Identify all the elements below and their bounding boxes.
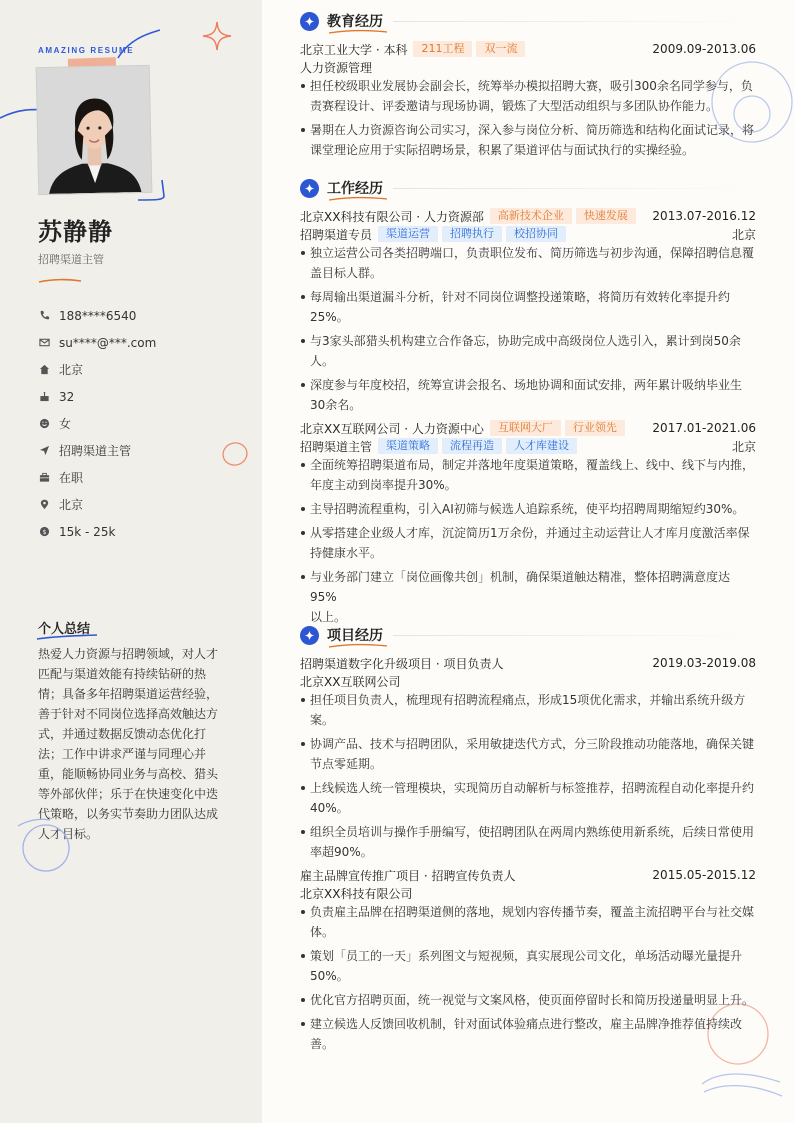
send-icon (38, 445, 50, 457)
mail-icon (38, 337, 50, 349)
summary-title: 个人总结 (38, 622, 91, 637)
summary-line: 匹配与渠道效能有持续钻研的热 (38, 667, 207, 681)
section-star-icon (300, 626, 319, 645)
section-divider (393, 188, 760, 189)
company-tag: 快速发展 (576, 208, 636, 224)
job-position-row (300, 225, 756, 243)
title-underline (328, 196, 388, 202)
section-star-icon (300, 12, 319, 31)
education-row (300, 40, 756, 58)
name-underline (38, 278, 82, 284)
section-star-icon (300, 179, 319, 198)
position-name: 招聘渠道专员 (300, 227, 373, 242)
candidate-name: 苏静静 (38, 218, 113, 246)
school-name: 北京工业大学 · 本科 (300, 42, 408, 57)
contact-phone (38, 302, 238, 329)
job-company-row (300, 419, 756, 437)
summary-line: 法；工作中讲求严谨与同理心并 (38, 747, 207, 761)
contact-gender (38, 410, 238, 437)
home-icon (38, 364, 50, 376)
summary-line: 重，能顺畅协同业务与高校、猎头 (38, 767, 219, 781)
education-title: 教育经历 (327, 14, 383, 30)
candidate-subtitle: 招聘渠道主管 (38, 253, 104, 266)
work-section-header (300, 176, 760, 200)
major-row (300, 58, 756, 76)
company-name: 北京XX互联网公司 · 人力资源中心 (300, 421, 484, 436)
position-tag: 渠道策略 (378, 438, 438, 454)
bullet-item: 优化官方招聘页面，统一视觉与文案风格，使页面停留时长和简历投递量明显上升。 (300, 990, 756, 1010)
bullet-item: 独立运营公司各类招聘端口，负责职位发布、简历筛选与初步沟通，保障招聘信息覆 盖目标人群。 (300, 243, 756, 283)
company-tag: 互联网大厂 (490, 420, 561, 436)
company-name: 北京XX科技有限公司 · 人力资源部 (300, 209, 484, 224)
bullet-item: 担任校级职业发展协会副会长，统筹举办模拟招聘大赛，吸引300余名同学参与，负 责赛程设计、评委邀请与现场协调，锻炼了大型活动组织与多团队协作能力。 (300, 76, 756, 116)
position-tag: 流程再造 (442, 438, 502, 454)
location-pin-icon (38, 499, 50, 511)
job-company-row (300, 207, 756, 225)
summary-line: 善于针对不同岗位选择高效触达方 (38, 707, 219, 721)
project-bullets (300, 902, 756, 1058)
phone-icon (38, 310, 50, 322)
project-org-row (300, 884, 756, 902)
summary-line: 热爱人力资源与招聘领域，对人才 (38, 647, 219, 661)
job-city: 北京 (731, 439, 756, 454)
bullet-item: 主导招聘流程重构，引入AI初筛与候选人追踪系统，使平均招聘周期缩短约30%。 (300, 499, 756, 519)
education-section-header (300, 9, 760, 33)
briefcase-icon (38, 472, 50, 484)
sidebar (0, 0, 262, 1123)
job-date: 2013.07-2016.12 (652, 209, 756, 223)
major: 人力资源管理 (300, 60, 373, 75)
bullet-item: 策划「员工的一天」系列图文与短视频，真实展现公司文化，单场活动曝光量提升 50%。 (300, 946, 756, 986)
bullet-item: 建立候选人反馈回收机制，针对面试体验痛点进行整改，雇主品牌净推荐值持续改 善。 (300, 1014, 756, 1054)
project-org-row (300, 672, 756, 690)
project-bullets (300, 690, 756, 866)
contact-email-text: su****@***.com (59, 335, 157, 350)
cake-icon (38, 391, 50, 403)
contact-target-job (38, 437, 238, 464)
job-date: 2017.01-2021.06 (652, 421, 756, 435)
projects-section-header (300, 623, 760, 647)
bullet-item: 组织全员培训与操作手册编写，使招聘团队在两周内熟练使用新系统，后续日常使用 率超90%。 (300, 822, 756, 862)
title-underline (328, 643, 388, 649)
school-tag: 211工程 (413, 41, 472, 57)
bullet-item: 从零搭建企业级人才库，沉淀简历1万余份，并通过主动运营让人才库月度激活率保 持健康水平。 (300, 523, 756, 563)
bullet-item: 暑期在人力资源咨询公司实习，深入参与岗位分析、简历筛选和结构化面试记录，将 课堂理论应用于实际招聘场景，积累了渠道评估与面试执行的实操经验。 (300, 120, 756, 160)
work-title: 工作经历 (327, 181, 383, 197)
svg-text:$: $ (41, 527, 47, 536)
contact-status (38, 464, 238, 491)
project-date: 2019.03-2019.08 (652, 656, 756, 670)
position-tag: 校招协同 (506, 226, 566, 242)
education-bullets (300, 76, 756, 164)
position-tag: 人才库建设 (506, 438, 577, 454)
summary-line: 等外部伙伴；乐于在快速变化中迭 (38, 787, 219, 801)
project-row (300, 866, 756, 884)
school-tag: 双一流 (476, 41, 525, 57)
contact-age-text: 32 (59, 389, 75, 404)
project-name: 雇主品牌宣传推广项目 · 招聘宣传负责人 (300, 868, 516, 883)
project-org: 北京XX互联网公司 (300, 674, 401, 689)
position-tag: 招聘执行 (442, 226, 502, 242)
project-name: 招聘渠道数字化升级项目 · 项目负责人 (300, 656, 504, 671)
contact-status-text: 在职 (59, 471, 84, 485)
job-position-row (300, 437, 756, 455)
smile-icon (38, 418, 50, 430)
contact-email (38, 329, 238, 356)
summary-line: 情；具备多年招聘渠道运营经验， (38, 687, 219, 701)
salary-icon (38, 526, 50, 538)
contact-salary (38, 518, 238, 545)
summary-line: 代策略，以务实节奏助力团队达成 (38, 807, 219, 821)
company-tag: 高新技术企业 (490, 208, 572, 224)
summary-text (38, 644, 220, 844)
project-row (300, 654, 756, 672)
contact-age (38, 383, 238, 410)
contact-location (38, 491, 238, 518)
position-tag: 渠道运营 (378, 226, 438, 242)
bullet-item: 上线候选人统一管理模块，实现简历自动解析与标签推荐，招聘流程自动化率提升约 40%。 (300, 778, 756, 818)
summary-line: 式，并通过数据反馈动态优化打 (38, 727, 207, 741)
section-divider (393, 21, 760, 22)
bullet-item: 与3家头部猎头机构建立合作备忘，协助完成中高级岗位人选引入，累计到岗50余 人。 (300, 331, 756, 371)
company-tag: 行业领先 (565, 420, 625, 436)
bullet-item: 每周输出渠道漏斗分析，针对不同岗位调整投递策略，将简历有效转化率提升约 25%。 (300, 287, 756, 327)
summary-line: 人才目标。 (38, 827, 99, 841)
sparkle-icon (201, 20, 233, 52)
decor-blue-waves-right (700, 1068, 784, 1104)
contact-location-text: 北京 (59, 498, 84, 512)
job-bullets (300, 243, 756, 419)
contact-target-job-text: 招聘渠道主管 (59, 444, 132, 458)
section-divider (393, 635, 760, 636)
contact-list (38, 302, 238, 545)
contact-home-text: 北京 (59, 363, 84, 377)
projects-title: 项目经历 (327, 628, 383, 644)
bullet-item: 协调产品、技术与招聘团队，采用敏捷迭代方式，分三阶段推动功能落地，确保关键 节点零延期。 (300, 734, 756, 774)
profile-photo (36, 65, 153, 195)
title-underline (328, 29, 388, 35)
contact-phone-text: 188****6540 (59, 308, 137, 323)
job-bullets (300, 455, 756, 631)
education-date: 2009.09-2013.06 (652, 42, 756, 56)
project-org: 北京XX科技有限公司 (300, 886, 413, 901)
contact-home (38, 356, 238, 383)
bullet-item: 担任项目负责人，梳理现有招聘流程痛点，形成15项优化需求，并输出系统升级方 案。 (300, 690, 756, 730)
contact-gender-text: 女 (59, 417, 72, 431)
bullet-item: 与业务部门建立「岗位画像共创」机制，确保渠道触达精准，整体招聘满意度达95% 以上。 (300, 567, 756, 627)
project-date: 2015.05-2015.12 (652, 868, 756, 882)
job-city: 北京 (731, 227, 756, 242)
resume-tagline: AMAZING RESUME (38, 46, 135, 55)
bullet-item: 全面统筹招聘渠道布局，制定并落地年度渠道策略，覆盖线上、线中、线下与内推， 年度主动到岗率提升30%。 (300, 455, 756, 495)
bullet-item: 深度参与年度校招，统筹宣讲会报名、场地协调和面试安排，两年累计吸纳毕业生 30余名。 (300, 375, 756, 415)
position-name: 招聘渠道主管 (300, 439, 373, 454)
contact-salary-text: 15k - 25k (59, 524, 116, 539)
bullet-item: 负责雇主品牌在招聘渠道侧的落地，规划内容传播节奏，覆盖主流招聘平台与社交媒 体。 (300, 902, 756, 942)
